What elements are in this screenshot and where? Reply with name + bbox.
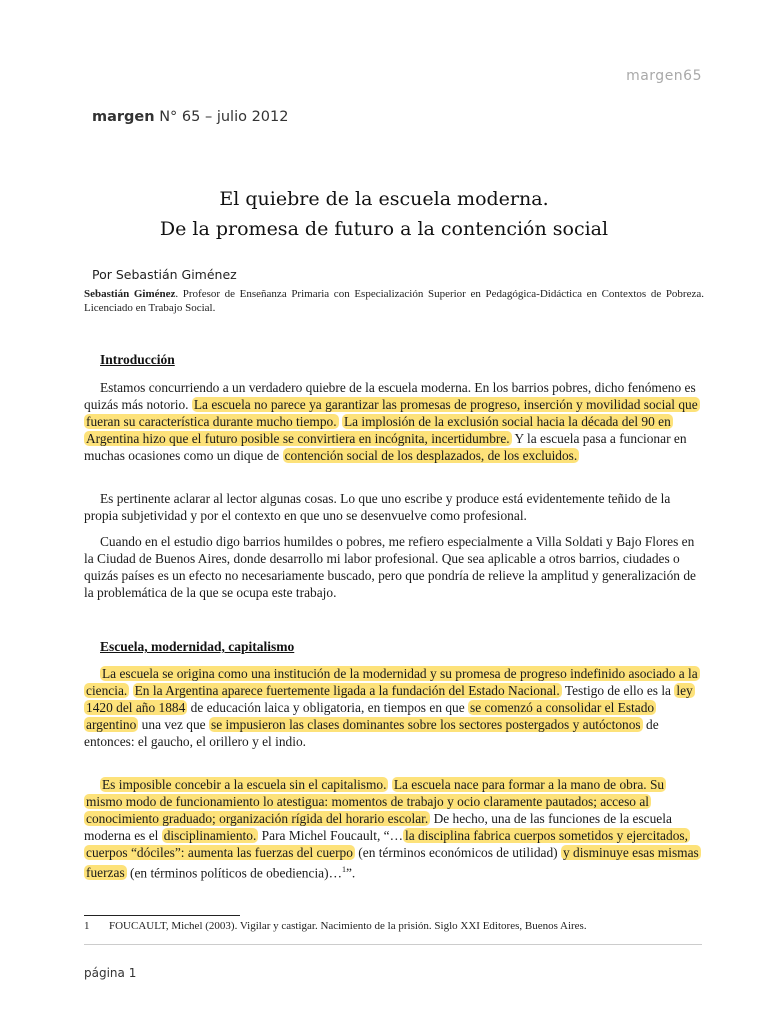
highlighted-text: la disciplina fabrica cuerpos sometidos y ejercitados, cuerpos “dóciles”: aumenta las fuerzas del cuerpo [86, 828, 688, 860]
text-run: de educación laica y obligatoria, en tiempos en que [187, 700, 469, 715]
paragraph [84, 776, 701, 881]
text-run: Estamos concurriendo a un verdadero quiebre de la escuela moderna. En los barrios pobres, dicho fenómeno es quizás más notorio. [84, 380, 696, 412]
footnote-divider [84, 915, 240, 916]
text-run: (en términos económicos de utilidad) [354, 845, 561, 860]
journal-brand: margen65 [626, 68, 702, 84]
paragraph [84, 533, 701, 601]
paragraph [84, 379, 701, 464]
highlighted-text: La escuela se origina como una institución de la modernidad y su promesa de progreso indefinido asociado a la ciencia. [86, 666, 698, 698]
paragraph-end: ”. [345, 865, 356, 881]
text-run: de entonces: el gaucho, el orillero y el indio. [84, 717, 659, 749]
paragraph-text: Cuando en el estudio digo barrios humildes o pobres, me refiero especialmente a Villa Soldati y Bajo Flores en la Ciudad de Buenos Aires, donde desarrollo mi labor profesional. Que sea aplicable a otros barrios, ciudades o quizás países es un efecto no necesariamente buscado, pero que pondría de relieve la amplitud y generalización de la problemática de la que se ocupa este trabajo. [84, 534, 696, 600]
text-run: (en términos políticos de obediencia)… [126, 865, 342, 881]
issue-line [92, 109, 289, 125]
issue-info: N° 65 – julio 2012 [154, 109, 289, 125]
text-run: Y la escuela pasa a funcionar en muchas ocasiones como un dique de [84, 431, 687, 463]
text-run: Para Michel Foucault, “… [258, 828, 403, 843]
highlighted-text: La escuela nace para formar a la mano de obra. Su mismo modo de funcionamiento lo atestigua: momentos de trabajo y ocio claramente pautados; acceso al conocimiento graduado; organización rígida del horario escolar. [86, 777, 665, 826]
byline: Por Sebastián Giménez [92, 267, 237, 282]
author-bio-text: . Profesor de Enseñanza Primaria con Especialización Superior en Pedagógica-Didáctica en Contextos de Pobreza. Licenciado en Trabajo Social. [84, 288, 704, 314]
footnote-ref[interactable]: 1 [341, 865, 346, 874]
footnote [84, 920, 587, 932]
text-run: una vez que [138, 717, 209, 732]
highlighted-text: se comenzó a consolidar el Estado argentino [86, 700, 655, 732]
issue-brand: margen [92, 109, 155, 125]
highlighted-text: contención social de los desplazados, de los excluidos. [284, 448, 578, 463]
paragraph-text [84, 666, 700, 749]
highlighted-text: La escuela no parece ya garantizar las promesas de progreso, inserción y movilidad social que fueran su característica durante mucho tiempo. [86, 397, 698, 429]
footnote-text: FOUCAULT, Michel (2003). Vigilar y castigar. Nacimiento de la prisión. Siglo XXI Editores, Buenos Aires. [109, 920, 587, 932]
footnote-number: 1 [84, 920, 90, 932]
highlighted-text: se impusieron las clases dominantes sobre los sectores postergados y autóctonos [210, 717, 641, 732]
author-bio [84, 287, 704, 315]
article-title-line2: De la promesa de futuro a la contención social [159, 218, 609, 240]
footer-divider [84, 944, 702, 945]
paragraph [84, 490, 701, 524]
section-heading-escuela-modernidad: Escuela, modernidad, capitalismo [100, 639, 295, 654]
paragraph [84, 665, 701, 750]
paragraph-text [84, 380, 700, 463]
paragraph-text: Es pertinente aclarar al lector algunas cosas. Lo que uno escribe y produce está evidentemente teñido de la propia subjetividad y por el contexto en que uno se desenvuelve como profesional. [84, 491, 671, 523]
text-run: Testigo de ello es la [561, 683, 675, 698]
highlighted-text: La implosión de la exclusión social hacia la década del 90 en Argentina hizo que el futuro posible se convirtiera en incógnita, incertidumbre. [86, 414, 671, 446]
highlighted-text: y disminuye esas mismas fuerzas [86, 845, 699, 881]
highlighted-text: disciplinamiento. [163, 828, 257, 843]
article-title-line1: El quiebre de la escuela moderna. [219, 188, 549, 210]
highlighted-text: En la Argentina aparece fuertemente ligada a la fundación del Estado Nacional. [134, 683, 560, 698]
section-heading-introduccion: Introducción [100, 352, 175, 367]
highlighted-text: ley 1420 del año 1884 [86, 683, 693, 715]
paragraph-text [84, 777, 701, 880]
page-number: página 1 [84, 966, 137, 980]
text-run: De hecho, una de las funciones de la escuela moderna es el [84, 811, 672, 843]
highlighted-text: Es imposible concebir a la escuela sin el capitalismo. [102, 777, 387, 792]
author-name: Sebastián Giménez [84, 288, 176, 300]
